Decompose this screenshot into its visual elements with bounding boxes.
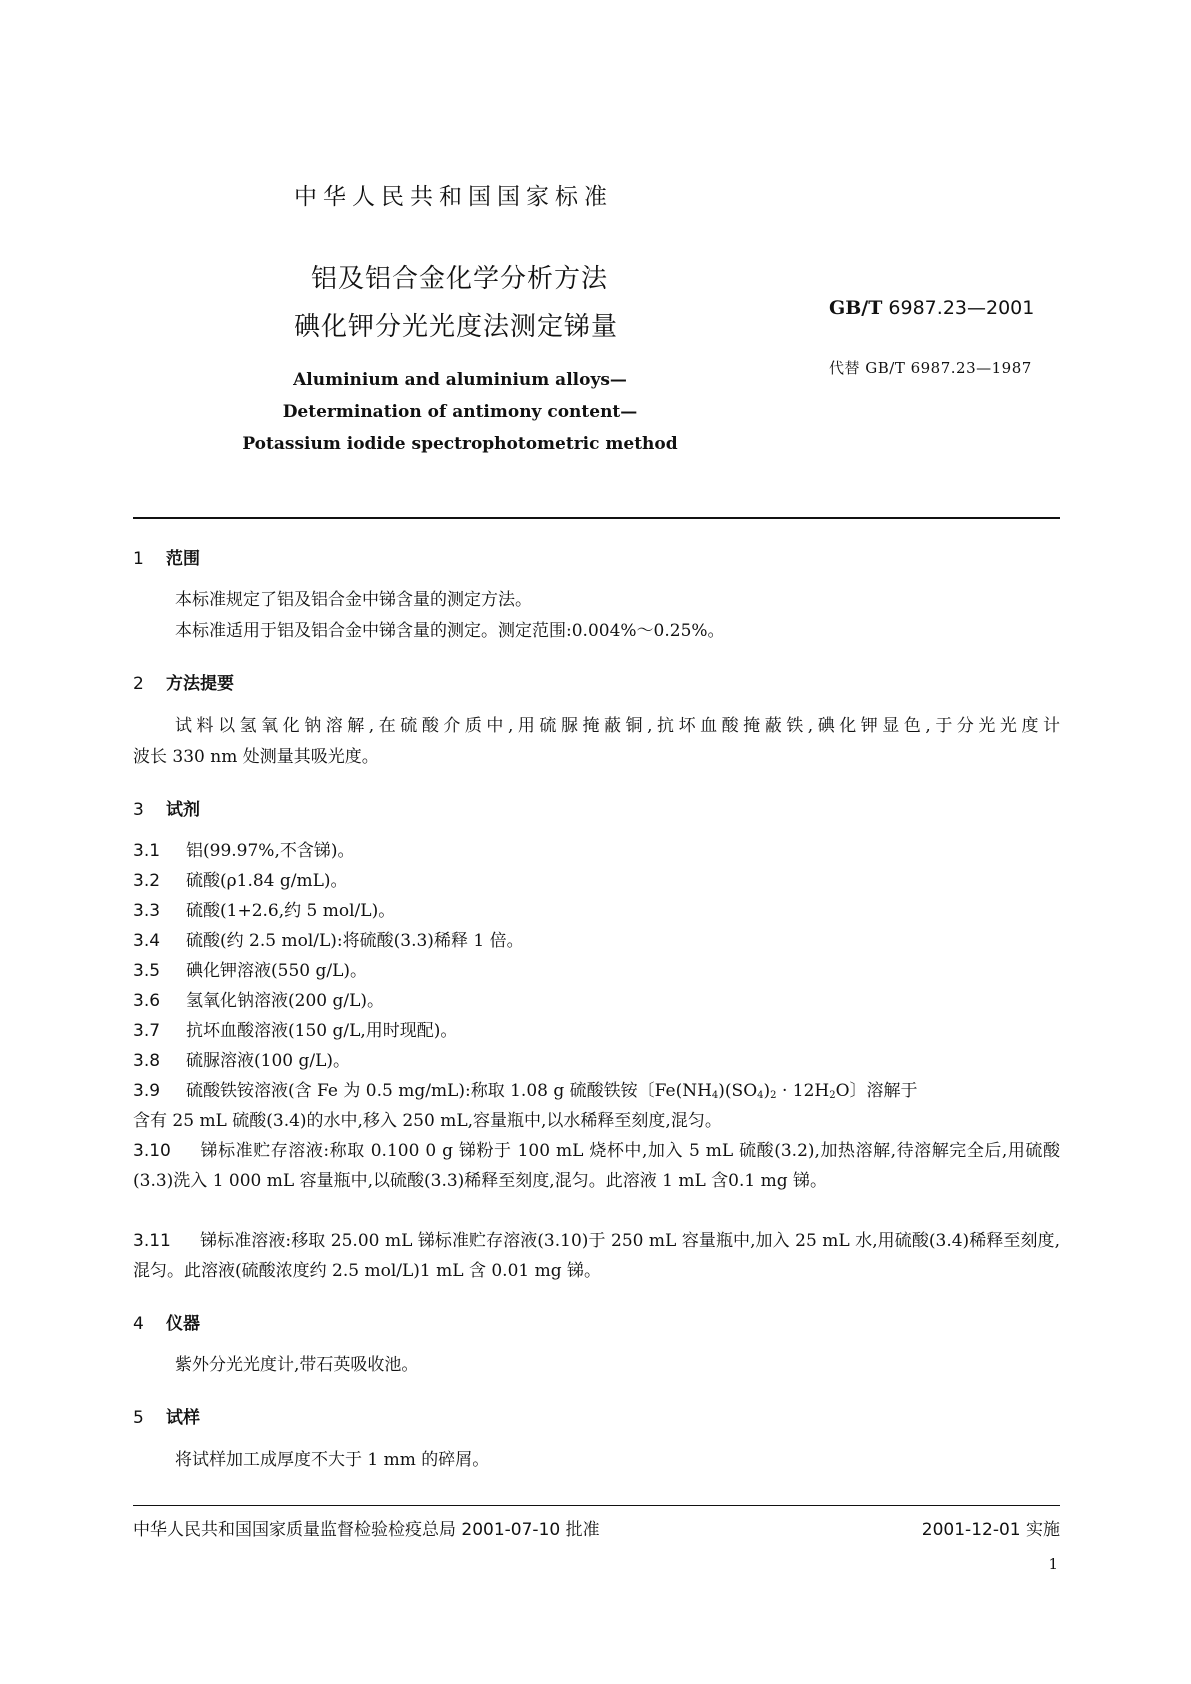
- section-title: 仪器: [166, 1314, 200, 1334]
- reagent-item: 3.8 硫脲溶液(100 g/L)。: [133, 1051, 351, 1071]
- header-divider: [133, 517, 1060, 519]
- effective-date: 2001-12-01 实施: [921, 1520, 1060, 1540]
- reagent-item-3-9: 3.9 硫酸铁铵溶液(含 Fe 为 0.5 mg/mL):称取 1.08 g 硫酸铁铵〔$Fe(NH_4)(SO_4)_2 \cdot 12H_2O$〕溶解于: [133, 1081, 918, 1101]
- reagent-item: 3.2 硫酸(ρ1.84 g/mL)。: [133, 871, 348, 891]
- section-4-heading: [133, 1309, 200, 1334]
- section-2-paragraph-line-2: 波长 330 nm 处测量其吸光度。: [133, 747, 379, 767]
- standard-title: 中华人民共和国国家标准: [294, 184, 613, 210]
- section-1-paragraph-1: 本标准规定了铝及铝合金中锑含量的测定方法。: [175, 590, 532, 610]
- reagent-item-3-11: 3.11 锑标准溶液:移取 25.00 mL 锑标准贮存溶液(3.10)于 250 mL 容量瓶中,加入 25 mL 水,用硫酸(3.4)稀释至刻度,混匀。此溶液(硫酸浓度约 2.5 mol/L)1 mL 含 0.01 mg 锑。: [133, 1231, 1060, 1281]
- section-number: 4: [133, 1314, 144, 1334]
- english-title-line-3: Potassium iodide spectrophotometric method: [242, 434, 678, 454]
- reagent-item: 3.4 硫酸(约 2.5 mol/L):将硫酸(3.3)稀释 1 倍。: [133, 931, 524, 951]
- approval-statement: 中华人民共和国国家质量监督检验检疫总局 2001-07-10 批准: [133, 1520, 600, 1540]
- chinese-title-line-1: 铝及铝合金化学分析方法: [311, 264, 609, 294]
- reagent-item: 3.7 抗坏血酸溶液(150 g/L,用时现配)。: [133, 1021, 458, 1041]
- replaces-note: 代替 GB/T 6987.23—1987: [829, 359, 1032, 377]
- section-title: 试剂: [166, 800, 200, 820]
- section-number: 3: [133, 800, 144, 820]
- reagent-item-3-10: 3.10 锑标准贮存溶液:称取 0.100 0 g 锑粉于 100 mL 烧杯中,加入 5 mL 硫酸(3.2),加热溶解,待溶解完全后,用硫酸(3.3)洗入 1 000 mL 容量瓶中,以硫酸(3.3)稀释至刻度,混匀。此溶液 1 mL 含0.1 mg 锑。: [133, 1141, 1060, 1191]
- reagent-item: 3.1 铝(99.97%,不含锑)。: [133, 841, 355, 861]
- reagent-item: 3.6 氢氧化钠溶液(200 g/L)。: [133, 991, 385, 1011]
- section-3-heading: [133, 795, 200, 820]
- section-5-heading: [133, 1403, 200, 1428]
- section-title: 方法提要: [166, 674, 234, 694]
- reagent-item: 3.5 碘化钾溶液(550 g/L)。: [133, 961, 368, 981]
- standard-code: [829, 297, 1034, 319]
- chinese-title-line-2: 碘化钾分光光度法测定锑量: [294, 312, 619, 342]
- section-1-heading: [133, 544, 200, 569]
- section-title: 试样: [166, 1408, 200, 1428]
- reagent-item: 3.3 硫酸(1+2.6,约 5 mol/L)。: [133, 901, 396, 921]
- section-5-paragraph: 将试样加工成厚度不大于 1 mm 的碎屑。: [175, 1450, 490, 1470]
- section-4-paragraph: 紫外分光光度计,带石英吸收池。: [175, 1355, 419, 1375]
- standard-code-prefix: GB/T: [829, 297, 883, 319]
- page-number: 1: [1048, 1555, 1058, 1573]
- section-number: 1: [133, 549, 144, 569]
- english-title-line-2: Determination of antimony content—: [282, 402, 638, 422]
- section-2-heading: [133, 669, 234, 694]
- section-number: 5: [133, 1408, 144, 1428]
- section-title: 范围: [166, 549, 200, 569]
- section-1-paragraph-2: 本标准适用于铝及铝合金中锑含量的测定。测定范围:0.004%～0.25%。: [175, 621, 725, 641]
- reagent-item-3-9-continuation: 含有 25 mL 硫酸(3.4)的水中,移入 250 mL,容量瓶中,以水稀释至刻度,混匀。: [133, 1111, 722, 1131]
- english-title-line-1: Aluminium and aluminium alloys—: [293, 370, 627, 390]
- footer-divider: [133, 1505, 1060, 1506]
- section-number: 2: [133, 674, 144, 694]
- section-2-paragraph-line-1: 试料以氢氧化钠溶解,在硫酸介质中,用硫脲掩蔽铜,抗坏血酸掩蔽铁,碘化钾显色,于分光光度计: [175, 716, 1060, 736]
- standard-code-number: 6987.23—2001: [888, 297, 1035, 319]
